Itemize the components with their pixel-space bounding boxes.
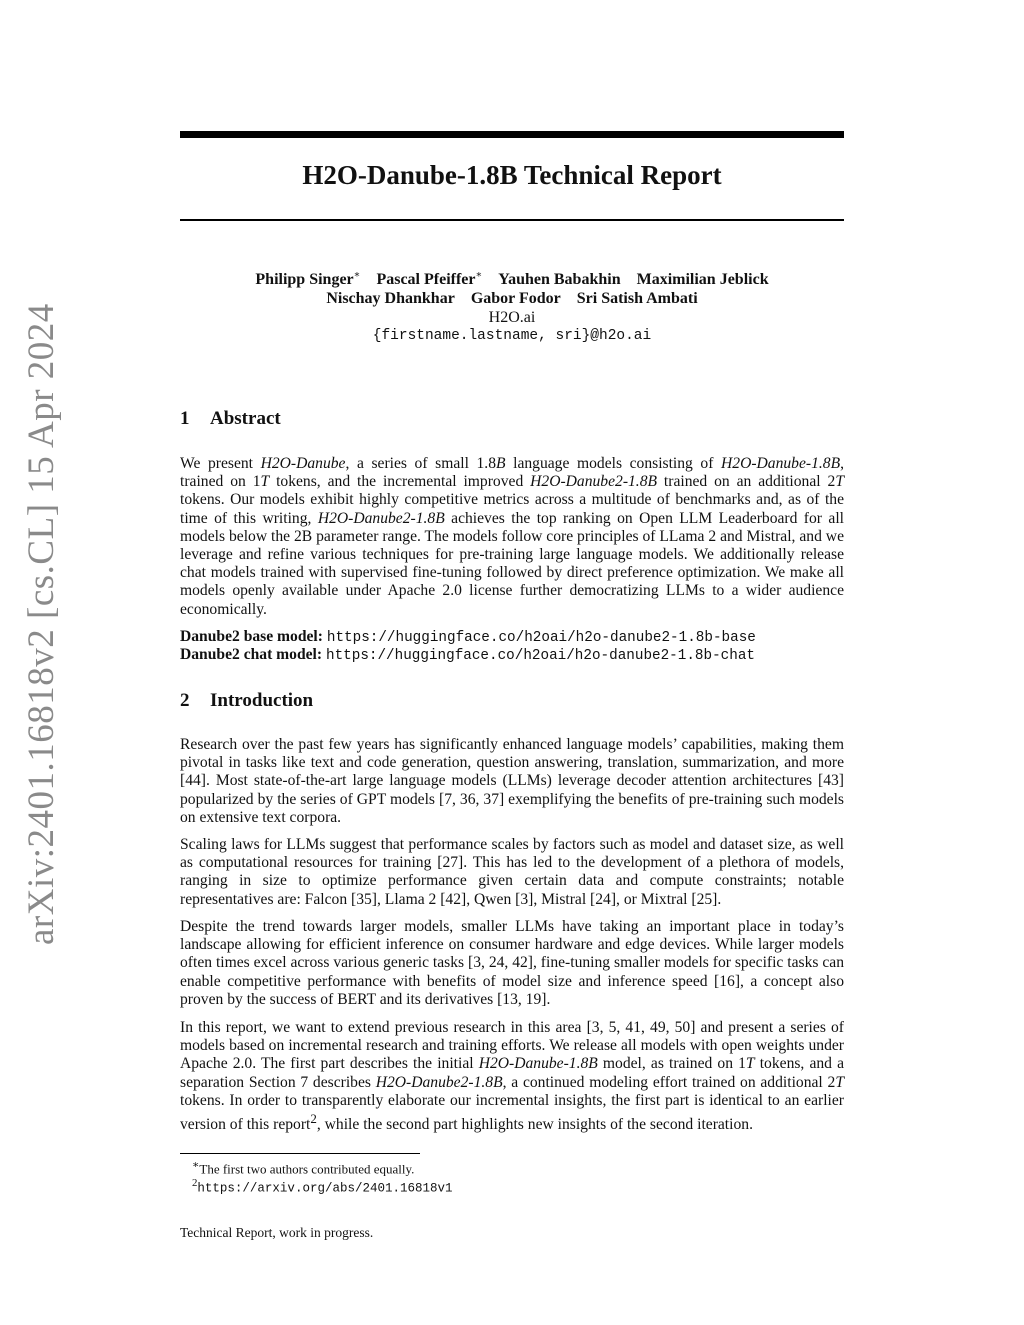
author-name: Philipp Singer∗ (255, 270, 361, 289)
intro-paragraph: Despite the trend towards larger models, smaller LLMs have taking an important place in today’s landscape allowing for efficient inference on consumer hardware and edge devices. While larger models often times excel across various generic tasks [3, 24, 42], fine-tuning smaller models for specific tasks can enable competitive performance with benefits of model size and inference speed [16], a concept also proven by the success of BERT and its derivatives [13, 19]. (180, 918, 844, 1008)
section-heading-abstract: 1 Abstract (180, 408, 281, 429)
intro-paragraph: Scaling laws for LLMs suggest that performance scales by factors such as model and dataset size, as well as computational resources for training [27]. This has led to the development of a plethora of models, ranging in size to optimize performance given certain data and compute constraints; notable representatives are: Falcon [35], Llama 2 [42], Qwen [3], Mistral [24], or Mixtral [25]. (180, 836, 844, 908)
base-model-link[interactable]: https://huggingface.co/h2oai/h2o-danube2-1.8b-base (326, 630, 756, 646)
title-top-rule (180, 131, 844, 138)
author-name: Nischay Dhankhar (326, 290, 455, 308)
footnote-rule (180, 1153, 420, 1154)
page-footer: Technical Report, work in progress. (180, 1225, 374, 1240)
intro-paragraph: In this report, we want to extend previous research in this area [3, 5, 41, 49, 50] and present a series of models based on incremental research and training efforts. We release all models with open weights under Apache 2.0. The first part describes the initial H2O-Danube-1.8B model, as trained on 1T tokens, and a separation Section 7 describes H2O-Danube2-1.8B, a continued modeling effort trained on additional 2T tokens. In order to transparently elaborate our incremental insights, the first part is identical to an earlier version of this report$^2$, while the second part highlights new insights of the second iteration. (180, 1019, 844, 1134)
author-name: Yauhen Babakhin (498, 271, 621, 289)
chat-model-link-row (180, 646, 755, 665)
footnote-equal-contribution: ∗The first two authors contributed equally. (192, 1159, 415, 1177)
intro-paragraph: Research over the past few years has significantly enhanced language models’ capabilities, making them pivotal in tasks like text and code generation, question answering, translation, summarization, and more [44]. Most state-of-the-art large language models (LLMs) leverage decoder attention architectures [43] popularized by the series of GPT models [7, 36, 37] exemplifying the benefits of pre-training such models on extensive text corpora. (180, 736, 844, 826)
author-line-2 (180, 289, 844, 308)
author-name: Maximilian Jeblick (636, 271, 769, 289)
paper-title: H2O-Danube-1.8B Technical Report (302, 160, 722, 190)
title-bottom-rule (180, 219, 844, 221)
footnote-arxiv-link: $^2$https://arxiv.org/abs/2401.16818v1 (192, 1177, 453, 1196)
link-label: Danube2 chat model: (180, 646, 323, 663)
author-line-1 (180, 266, 844, 289)
author-block (180, 266, 844, 346)
affiliation: H2O.ai (488, 309, 536, 327)
chat-model-link[interactable]: https://huggingface.co/h2oai/h2o-danube2-1.8b-chat (326, 648, 755, 664)
arxiv-side-stamp: arXiv:2401.16818v2 [cs.CL] 15 Apr 2024 (21, 303, 62, 945)
section-heading-introduction: 2 Introduction (180, 690, 314, 711)
link-label: Danube2 base model: (180, 628, 323, 645)
author-name: Sri Satish Ambati (576, 290, 698, 308)
abstract-paragraph: We present H2O-Danube, a series of small 1.8B language models consisting of H2O-Danube-1.8B, trained on 1T tokens, and the incremental improved H2O-Danube2-1.8B trained on an additional 2T tokens. Our models exhibit highly competitive metrics across a multitude of benchmarks and, as of the time of this writing, H2O-Danube2-1.8B achieves the top ranking on Open LLM Leaderboard for all models below the 2B parameter range. The models follow core principles of LLama 2 and Mistral, and we leverage and refine various techniques for pre-training large language models. We additionally release chat models trained with supervised fine-tuning followed by direct preference optimization. We make all models openly available under Apache 2.0 license further democratizing LLMs to a wider audience economically. (180, 455, 845, 618)
author-email: {firstname.lastname, sri}@h2o.ai (372, 328, 652, 345)
author-name: Gabor Fodor (470, 290, 561, 308)
base-model-link-row (180, 628, 756, 647)
arxiv-v1-link[interactable]: https://arxiv.org/abs/2401.16818v1 (197, 1181, 453, 1196)
author-name: Pascal Pfeiffer∗ (376, 270, 483, 289)
